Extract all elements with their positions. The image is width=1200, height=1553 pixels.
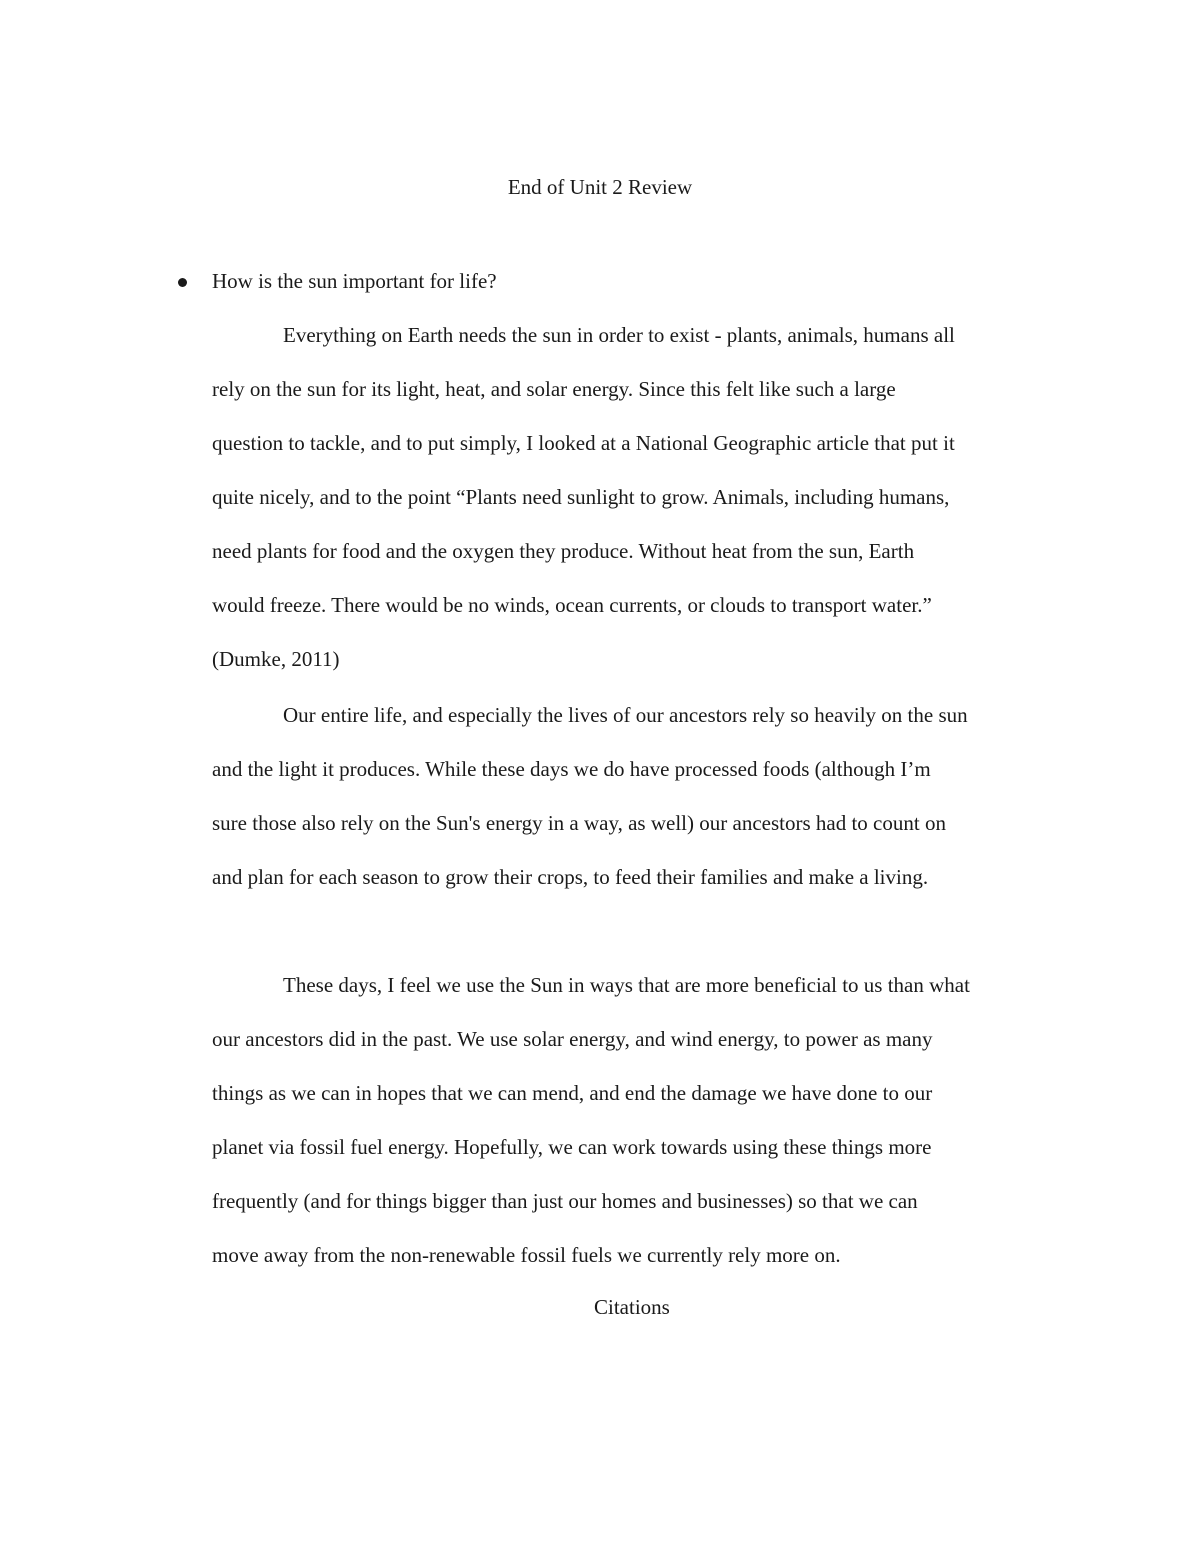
paragraph-line: our ancestors did in the past. We use solar energy, and wind energy, to power as many: [212, 1027, 933, 1051]
paragraph-line: (Dumke, 2011): [212, 647, 340, 671]
paragraph-line: rely on the sun for its light, heat, and solar energy. Since this felt like such a large: [212, 377, 896, 401]
paragraph-line: and plan for each season to grow their crops, to feed their families and make a living.: [212, 865, 929, 889]
paragraph-line: things as we can in hopes that we can mend, and end the damage we have done to our: [212, 1081, 933, 1105]
paragraph-line: These days, I feel we use the Sun in ways that are more beneficial to us than what: [283, 973, 970, 997]
citations-heading: Citations: [594, 1295, 670, 1319]
paragraph-line: Everything on Earth needs the sun in order to exist - plants, animals, humans all: [283, 323, 955, 347]
paragraph-line: and the light it produces. While these days we do have processed foods (although I’m: [212, 757, 931, 781]
paragraph-line: Our entire life, and especially the lives of our ancestors rely so heavily on the sun: [283, 703, 968, 727]
answer-paragraph-3: [212, 958, 1072, 1282]
question-text: How is the sun important for life?: [212, 269, 497, 293]
document-title: End of Unit 2 Review: [507, 175, 693, 199]
answer-paragraph-1: [212, 308, 1072, 686]
paragraph-line: quite nicely, and to the point “Plants need sunlight to grow. Animals, including humans,: [212, 485, 950, 509]
paragraph-line: frequently (and for things bigger than just our homes and businesses) so that we can: [212, 1189, 918, 1213]
question-bullet-item: [176, 266, 1076, 296]
paragraph-line: sure those also rely on the Sun's energy in a way, as well) our ancestors had to count on: [212, 811, 946, 835]
bullet-icon: [178, 278, 187, 287]
answer-paragraph-2: [212, 688, 1072, 904]
paragraph-line: need plants for food and the oxygen they produce. Without heat from the sun, Earth: [212, 539, 915, 563]
citations-section: [0, 1292, 1200, 1322]
paragraph-line: planet via fossil fuel energy. Hopefully, we can work towards using these things more: [212, 1135, 932, 1159]
paragraph-line: question to tackle, and to put simply, I looked at a National Geographic article that put it: [212, 431, 955, 455]
paragraph-line: move away from the non-renewable fossil fuels we currently rely more on.: [212, 1243, 841, 1267]
paragraph-line: would freeze. There would be no winds, ocean currents, or clouds to transport water.”: [212, 593, 932, 617]
